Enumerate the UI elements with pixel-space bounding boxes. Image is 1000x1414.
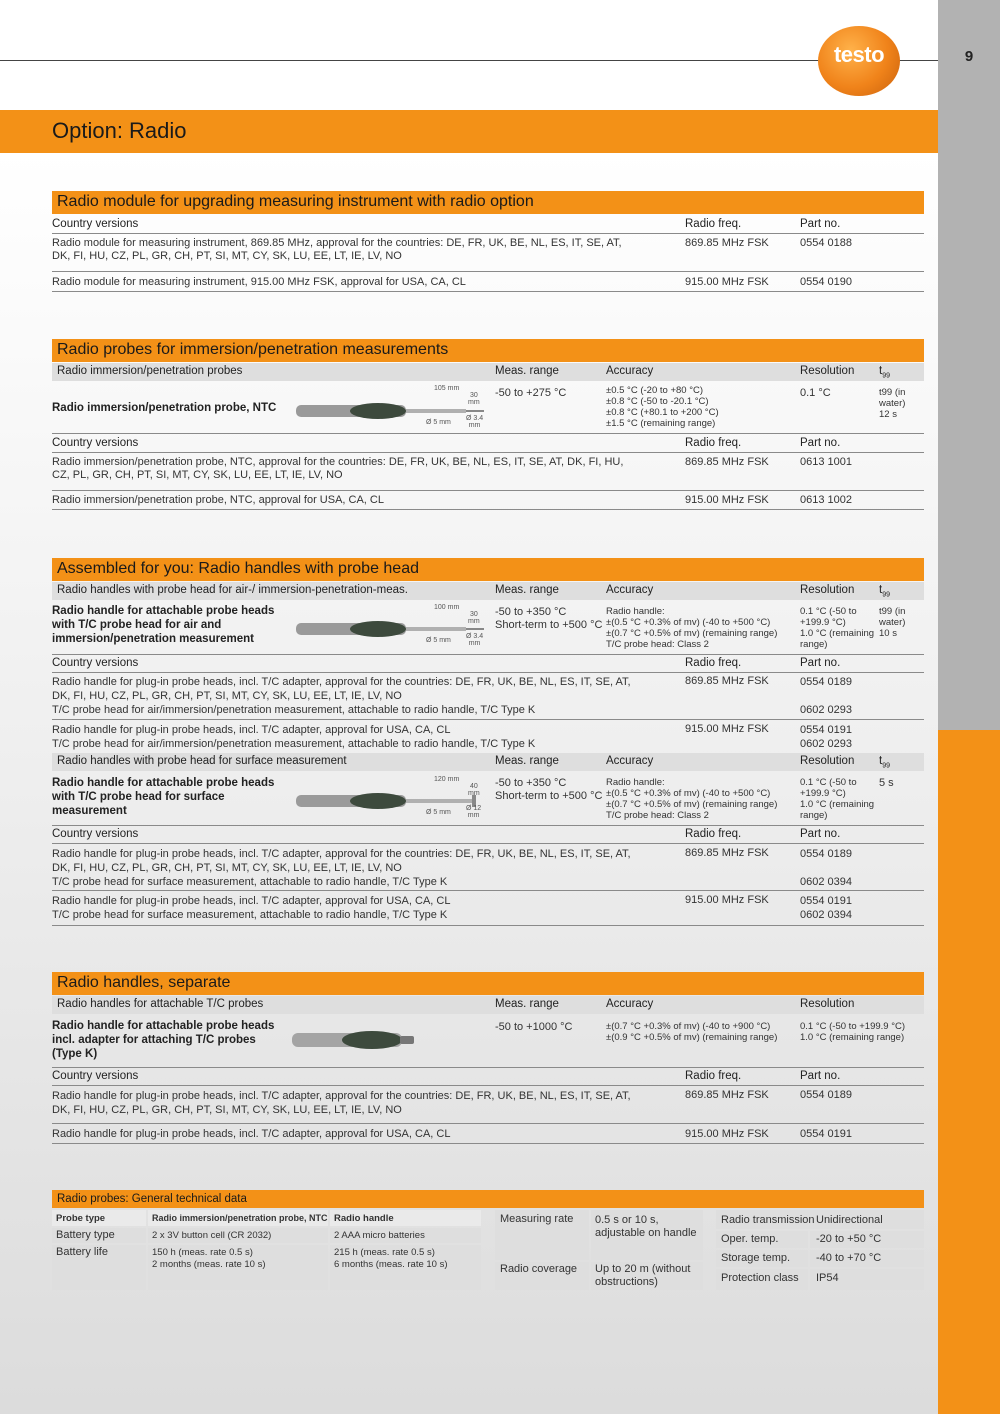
row-part: 0554 0191	[800, 1128, 852, 1140]
divider	[52, 1143, 924, 1144]
row-desc: Radio module for measuring instrument, 915.00 MHz FSK, approval for USA, CA, CL	[52, 276, 466, 288]
tech-battery-life-1: 150 h (meas. rate 0.5 s) 2 months (meas. rate 10 s)	[152, 1247, 266, 1270]
meas-range: -50 to +1000 °C	[495, 1021, 573, 1033]
divider	[52, 509, 924, 510]
col-header-part: Part no.	[800, 218, 841, 230]
divider	[52, 452, 924, 453]
t99-value: 5 s	[879, 777, 894, 789]
resolution: 0.1 °C	[800, 387, 831, 399]
col-header-accuracy: Accuracy	[606, 365, 654, 377]
accuracy: Radio handle: ±(0.5 °C +0.3% of mv) (-40 to +500 °C) ±(0.7 °C +0.5% of mv) (remaining range) T/C probe head: Class 2	[606, 606, 778, 650]
col-header-country: Country versions	[52, 1070, 139, 1082]
col-header-resolution: Resolution	[800, 755, 855, 767]
resolution: 0.1 °C (-50 to +199.9 °C) 1.0 °C (remaining range)	[800, 606, 875, 650]
divider	[52, 271, 924, 272]
dim-tip: 30 mm	[468, 611, 480, 625]
sub-header-title: Radio handles with probe head for air-/ immersion-penetration-meas.	[57, 584, 408, 596]
row-desc: Radio handle for plug-in probe heads, incl. T/C adapter, approval for USA, CA, CL	[52, 1128, 451, 1140]
meas-range: -50 to +275 °C	[495, 387, 567, 399]
probe-name: Radio handle for attachable probe heads with T/C probe head for surface measurement	[52, 777, 275, 817]
row-freq: 869.85 MHz FSK	[685, 847, 769, 859]
tech-protection-value: IP54	[816, 1272, 839, 1284]
tech-coverage-value: Up to 20 m (without obstructions)	[595, 1263, 691, 1288]
row-part: 0554 0190	[800, 276, 852, 288]
section-title: Radio handles, separate	[57, 974, 231, 991]
row-part: 0613 1002	[800, 494, 852, 506]
row-part: 0554 0189 0602 0394	[800, 848, 852, 888]
row-part: 0554 0191 0602 0394	[800, 895, 852, 921]
divider	[52, 1123, 924, 1124]
col-header-t99: $t_{99}$	[879, 755, 890, 770]
col-header-freq: Radio freq.	[685, 218, 742, 230]
dim-dia: Ø 5 mm	[426, 809, 451, 816]
tech-battery-type-2: 2 AAA micro batteries	[334, 1230, 425, 1241]
meas-range: -50 to +350 °C Short-term to +500 °C	[495, 606, 603, 631]
row-part: 0554 0189 0602 0293	[800, 676, 852, 716]
page-title: Option: Radio	[52, 118, 187, 143]
row-desc: Radio handle for plug-in probe heads, incl. T/C adapter, approval for the countries: DE, FR, UK, BE, NL, ES, IT, SE, AT, DK, FI, HU, CZ, PL, GR, CH, PT, SI, MT, CY, SK, LU, EE, LT, IE, LV, NO	[52, 1090, 631, 1116]
logo-text: testo	[833, 42, 885, 67]
col-header-t99: $t_{99}$	[879, 584, 890, 599]
row-part: 0554 0188	[800, 237, 852, 249]
row-desc: Radio handle for plug-in probe heads, incl. T/C adapter, approval for USA, CA, CL T/C probe head for surface measurement, attachable to radio handle, T/C Type K	[52, 895, 451, 921]
col-header-accuracy: Accuracy	[606, 998, 654, 1010]
tech-storage-label: Storage temp.	[721, 1252, 791, 1264]
tech-col-immersion: Radio immersion/penetration probe, NTC	[152, 1213, 328, 1223]
col-header-part: Part no.	[800, 1070, 841, 1082]
row-freq: 915.00 MHz FSK	[685, 1128, 769, 1140]
col-header-part: Part no.	[800, 437, 841, 449]
row-freq: 915.00 MHz FSK	[685, 723, 769, 735]
tech-oper-label: Oper. temp.	[721, 1233, 779, 1245]
divider	[52, 490, 924, 491]
dim-dia: Ø 5 mm	[426, 419, 451, 426]
divider	[52, 925, 924, 926]
section-title: Radio probes for immersion/penetration measurements	[57, 341, 449, 358]
col-header-country: Country versions	[52, 437, 139, 449]
col-header-freq: Radio freq.	[685, 1070, 742, 1082]
tech-battery-type-label: Battery type	[56, 1229, 115, 1241]
row-part: 0554 0191 0602 0293	[800, 724, 852, 750]
dim-length: 100 mm	[434, 604, 460, 611]
col-header-country: Country versions	[52, 828, 139, 840]
accuracy: ±0.5 °C (-20 to +80 °C) ±0.8 °C (-50 to -20.1 °C) ±0.8 °C (+80.1 to +200 °C) ±1.5 °C (remaining range)	[606, 385, 719, 429]
surface-probe-image	[296, 785, 492, 815]
resolution: 0.1 °C (-50 to +199.9 °C) 1.0 °C (remaining range)	[800, 1021, 906, 1043]
row-freq: 915.00 MHz FSK	[685, 276, 769, 288]
col-header-accuracy: Accuracy	[606, 584, 654, 596]
sub-header-title: Radio handles for attachable T/C probes	[57, 998, 264, 1010]
dim-tip: 40 mm	[468, 783, 480, 797]
handle-image	[292, 1025, 422, 1055]
probe-name: Radio immersion/penetration probe, NTC	[52, 402, 277, 414]
col-header-freq: Radio freq.	[685, 657, 742, 669]
col-header-t99: $t_{99}$	[879, 365, 890, 380]
tech-transmission-value: Unidirectional	[816, 1214, 883, 1226]
col-header-freq: Radio freq.	[685, 437, 742, 449]
tech-col-handle: Radio handle	[334, 1213, 394, 1224]
col-header-resolution: Resolution	[800, 584, 855, 596]
top-rule	[0, 60, 938, 61]
page-number: 9	[964, 48, 974, 65]
row-freq: 915.00 MHz FSK	[685, 894, 769, 906]
row-desc: Radio immersion/penetration probe, NTC, approval for the countries: DE, FR, UK, BE, NL, ES, IT, SE, AT, DK, FI, HU, CZ, PL, GR, CH, PT, SI, MT, CY, SK, LU, EE, LT, IE, LV, NO	[52, 456, 624, 481]
air-probe-image	[296, 613, 492, 643]
immersion-probe-image	[296, 395, 492, 425]
section-title: Assembled for you: Radio handles with probe head	[57, 560, 419, 577]
row-desc: Radio handle for plug-in probe heads, incl. T/C adapter, approval for USA, CA, CL T/C probe head for air/immersion/penetration measurement, attachable to radio handle, T/C Type K	[52, 724, 536, 750]
row-desc: Radio handle for plug-in probe heads, incl. T/C adapter, approval for the countries: DE, FR, UK, BE, NL, ES, IT, SE, AT, DK, FI, HU, CZ, PL, GR, CH, PT, SI, MT, CY, SK, LU, EE, LT, IE, LV, NO T/C probe head for surface measurement, attachable to radio handle, T/C Type K	[52, 848, 631, 888]
divider	[52, 719, 924, 720]
divider	[52, 291, 924, 292]
accuracy: ±(0.7 °C +0.3% of mv) (-40 to +900 °C) ±(0.9 °C +0.5% of mv) (remaining range)	[606, 1021, 778, 1043]
divider	[52, 825, 924, 826]
col-header-range: Meas. range	[495, 365, 559, 377]
tech-transmission-label: Radio transmission	[721, 1214, 815, 1226]
row-freq: 869.85 MHz FSK	[685, 675, 769, 687]
col-header-resolution: Resolution	[800, 998, 855, 1010]
row-part: 0613 1001	[800, 456, 852, 468]
col-header-range: Meas. range	[495, 998, 559, 1010]
divider	[52, 654, 924, 655]
row-desc: Radio handle for plug-in probe heads, incl. T/C adapter, approval for the countries: DE, FR, UK, BE, NL, ES, IT, SE, AT, DK, FI, HU, CZ, PL, GR, CH, PT, SI, MT, CY, SK, LU, EE, LT, IE, LV, NO T/C probe head for air/immersion/penetration measurement, attachable to radio handle, T/C Type K	[52, 676, 631, 716]
accuracy: Radio handle: ±(0.5 °C +0.3% of mv) (-40 to +500 °C) ±(0.7 °C +0.5% of mv) (remaining range) T/C probe head: Class 2	[606, 777, 778, 821]
dim-tipdia: Ø 12 mm	[466, 805, 482, 819]
side-tab-grey	[938, 0, 1000, 730]
divider	[52, 1085, 924, 1086]
col-header-range: Meas. range	[495, 584, 559, 596]
row-freq: 869.85 MHz FSK	[685, 456, 769, 468]
tech-storage-value: -40 to +70 °C	[816, 1252, 882, 1264]
side-tab-orange	[938, 730, 1000, 1414]
sub-header-title: Radio immersion/penetration probes	[57, 365, 243, 377]
tech-meas-rate-value: 0.5 s or 10 s, adjustable on handle	[595, 1214, 697, 1239]
divider	[52, 1067, 924, 1068]
dim-length: 120 mm	[434, 776, 460, 783]
divider	[52, 233, 924, 234]
row-part: 0554 0189	[800, 1089, 852, 1101]
t99-value: t99 (in water) 10 s	[879, 606, 906, 639]
section-title: Radio module for upgrading measuring instrument with radio option	[57, 193, 534, 210]
col-header-resolution: Resolution	[800, 365, 855, 377]
dim-tip: 30 mm	[468, 392, 480, 406]
probe-name: Radio handle for attachable probe heads with T/C probe head for air and immersion/penetration measurement	[52, 605, 275, 645]
resolution: 0.1 °C (-50 to +199.9 °C) 1.0 °C (remaining range)	[800, 777, 875, 821]
tech-battery-life-label: Battery life	[56, 1246, 108, 1258]
dim-tipdia: Ø 3.4 mm	[466, 633, 484, 647]
row-freq: 915.00 MHz FSK	[685, 494, 769, 506]
divider	[52, 672, 924, 673]
row-freq: 869.85 MHz FSK	[685, 1089, 769, 1101]
tech-col-probe-type: Probe type	[56, 1213, 106, 1224]
row-desc: Radio module for measuring instrument, 869.85 MHz, approval for the countries: DE, FR, UK, BE, NL, ES, IT, SE, AT, DK, FI, HU, CZ, PL, GR, CH, PT, SI, MT, CY, SK, LU, EE, LT, IE, LV, NO	[52, 237, 622, 262]
col-header-accuracy: Accuracy	[606, 755, 654, 767]
col-header-country: Country versions	[52, 218, 139, 230]
dim-dia: Ø 5 mm	[426, 637, 451, 644]
divider	[52, 843, 924, 844]
row-freq: 869.85 MHz FSK	[685, 237, 769, 249]
t99-value: t99 (in water) 12 s	[879, 387, 906, 420]
tech-battery-type-1: 2 x 3V button cell (CR 2032)	[152, 1230, 272, 1241]
tech-data-title: Radio probes: General technical data	[57, 1193, 247, 1205]
tech-battery-life-2: 215 h (meas. rate 0.5 s) 6 months (meas. rate 10 s)	[334, 1247, 448, 1270]
meas-range: -50 to +350 °C Short-term to +500 °C	[495, 777, 603, 802]
dim-length: 105 mm	[434, 385, 460, 392]
tech-protection-label: Protection class	[721, 1272, 799, 1284]
tech-oper-value: -20 to +50 °C	[816, 1233, 882, 1245]
col-header-freq: Radio freq.	[685, 828, 742, 840]
col-header-part: Part no.	[800, 657, 841, 669]
col-header-part: Part no.	[800, 828, 841, 840]
col-header-country: Country versions	[52, 657, 139, 669]
probe-name: Radio handle for attachable probe heads incl. adapter for attaching T/C probes (Type K)	[52, 1020, 275, 1060]
tech-coverage-label: Radio coverage	[500, 1263, 578, 1275]
row-desc: Radio immersion/penetration probe, NTC, approval for USA, CA, CL	[52, 494, 384, 506]
sub-header-title: Radio handles with probe head for surface measurement	[57, 755, 347, 767]
col-header-range: Meas. range	[495, 755, 559, 767]
divider	[52, 433, 924, 434]
divider	[52, 890, 924, 891]
dim-tipdia: Ø 3.4 mm	[466, 415, 484, 429]
tech-meas-rate-label: Measuring rate	[500, 1213, 574, 1225]
